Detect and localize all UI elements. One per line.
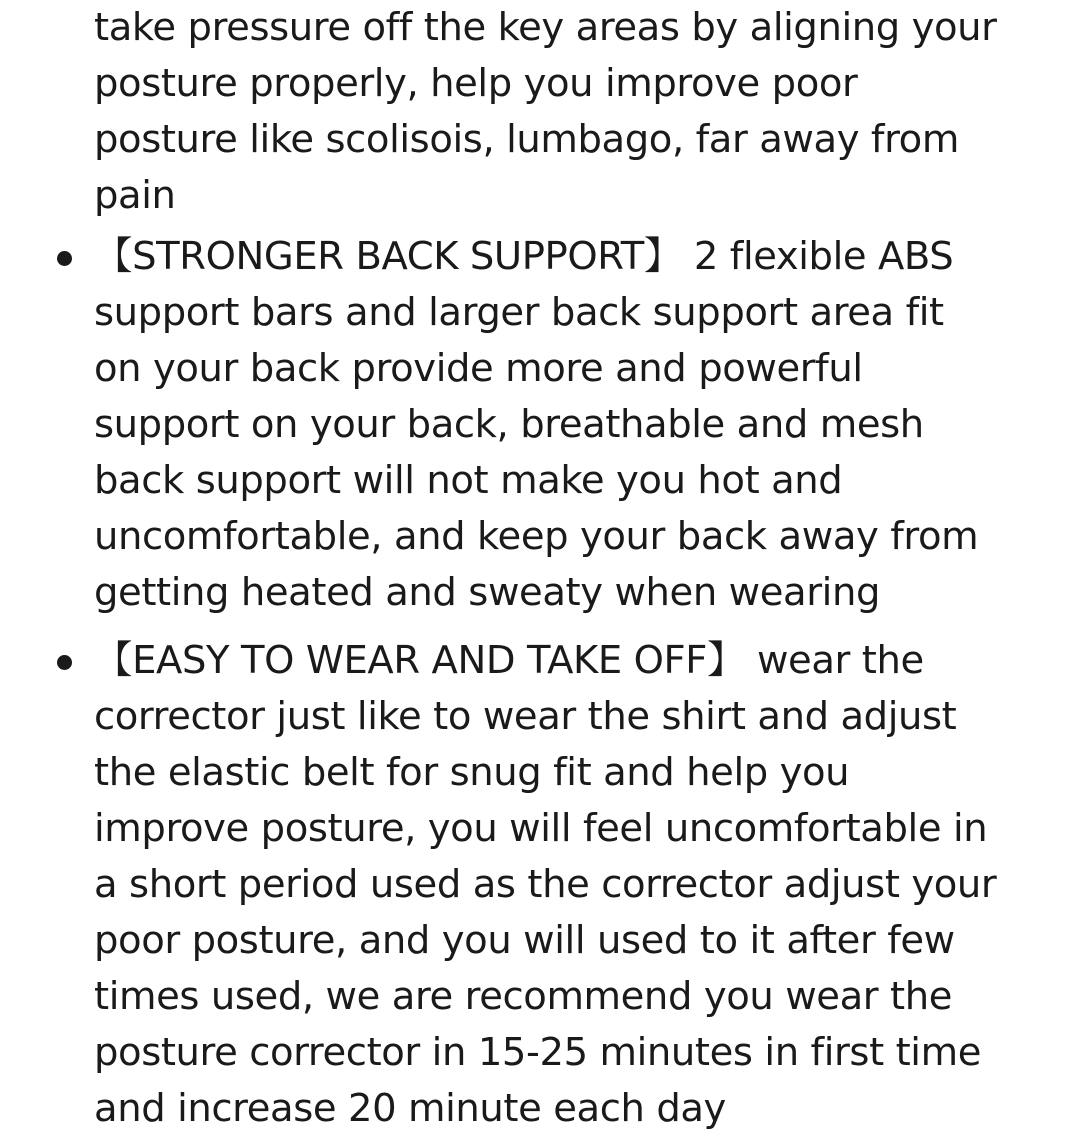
- continuation-line: pain: [94, 173, 176, 218]
- list-item-line: the elastic belt for snug fit and help you: [94, 750, 850, 795]
- continuation-line: posture like scolisois, lumbago, far away from: [94, 117, 959, 162]
- bullet-dot: [57, 655, 72, 670]
- list-item-line: uncomfortable, and keep your back away from: [94, 514, 979, 559]
- list-item-line: support bars and larger back support area fit: [94, 290, 944, 335]
- list-item-line: corrector just like to wear the shirt and adjust: [94, 694, 957, 739]
- list-item-line: improve posture, you will feel uncomfortable in: [94, 806, 988, 851]
- list-item-line: posture corrector in 15-25 minutes in first time: [94, 1030, 981, 1075]
- list-item-line: support on your back, breathable and mesh: [94, 402, 924, 447]
- bullet-dot: [57, 251, 72, 266]
- list-item-line: back support will not make you hot and: [94, 458, 843, 503]
- list-item-line: and increase 20 minute each day: [94, 1086, 726, 1131]
- list-item-line: on your back provide more and powerful: [94, 346, 863, 391]
- continuation-line: posture properly, help you improve poor: [94, 61, 858, 106]
- list-item-line: poor posture, and you will used to it after few: [94, 918, 955, 963]
- list-item-line: a short period used as the corrector adjust your: [94, 862, 997, 907]
- list-item-line: times used, we are recommend you wear the: [94, 974, 953, 1019]
- list-item-line: 【STRONGER BACK SUPPORT】 2 flexible ABS: [94, 234, 954, 279]
- list-item-line: getting heated and sweaty when wearing: [94, 570, 880, 615]
- list-item-line: 【EASY TO WEAR AND TAKE OFF】 wear the: [94, 638, 924, 683]
- continuation-line: take pressure off the key areas by aligning your: [94, 5, 997, 50]
